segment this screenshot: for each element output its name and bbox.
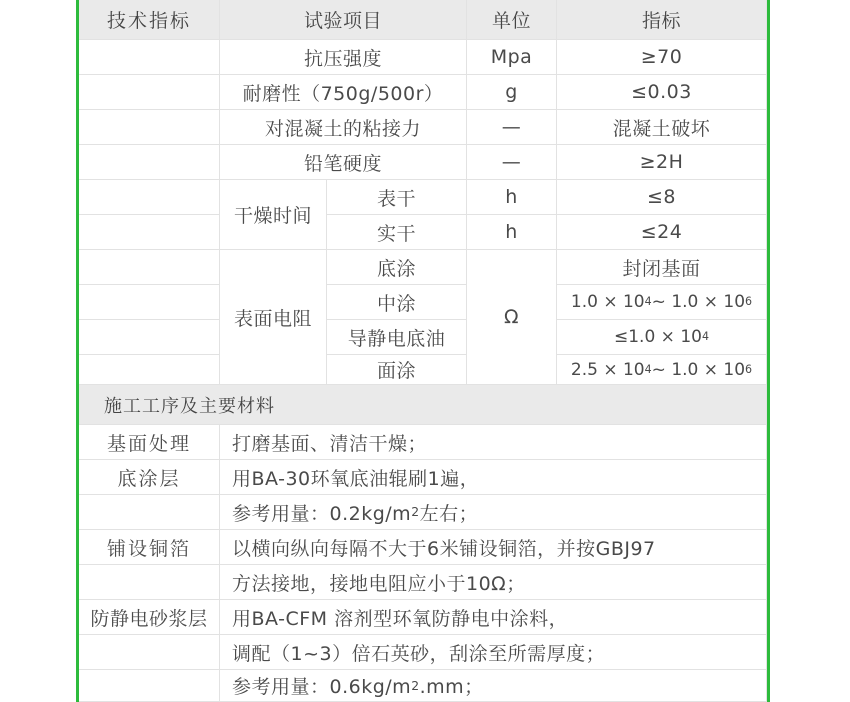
spacer-cell <box>79 495 220 530</box>
spacer-cell <box>79 145 220 180</box>
value-surface-dry: ≤8 <box>557 180 767 215</box>
value-hard-dry: ≤24 <box>557 215 767 250</box>
spacer-cell <box>79 250 220 285</box>
spacer-cell <box>79 180 220 215</box>
value-res-conductive-primer: ≤1.0 × 10 4 <box>557 320 767 355</box>
process-primer-line1: 用BA-30环氧底油辊刷1遍， <box>220 460 767 495</box>
spacer-cell <box>79 110 220 145</box>
spacer-cell <box>79 40 220 75</box>
value-res-primer: 封闭基面 <box>557 250 767 285</box>
spacer-cell <box>79 215 220 250</box>
process-section-title: 施工工序及主要材料 <box>79 385 767 425</box>
spacer-cell <box>79 670 220 702</box>
spacer-cell <box>79 320 220 355</box>
process-copper-line1: 以横向纵向每隔不大于6米铺设铜箔，并按GBJ97 <box>220 530 767 565</box>
unit-abrasion: g <box>467 75 557 110</box>
process-primer-label: 底涂层 <box>79 460 220 495</box>
item-surface-dry: 表干 <box>327 180 467 215</box>
item-hard-dry: 实干 <box>327 215 467 250</box>
process-mortar-line3: 参考用量：0.6kg/m 2 .mm； <box>220 670 767 702</box>
item-hardness: 铅笔硬度 <box>220 145 467 180</box>
spacer-cell <box>79 75 220 110</box>
unit-surface-dry: h <box>467 180 557 215</box>
spec-sheet <box>79 0 767 702</box>
value-compressive: ≥70 <box>557 40 767 75</box>
header-index: 指标 <box>557 0 767 40</box>
unit-compressive: Mpa <box>467 40 557 75</box>
unit-hardness: — <box>467 145 557 180</box>
item-compressive: 抗压强度 <box>220 40 467 75</box>
item-res-primer: 底涂 <box>327 250 467 285</box>
content-frame <box>76 0 770 702</box>
value-hardness: ≥2H <box>557 145 767 180</box>
value-res-top: 2.5 × 10 4 ~ 1.0 × 10 6 <box>557 355 767 385</box>
item-adhesion: 对混凝土的粘接力 <box>220 110 467 145</box>
process-copper-label: 铺设铜箔 <box>79 530 220 565</box>
process-base-text: 打磨基面、清洁干燥； <box>220 425 767 460</box>
unit-resistance: Ω <box>467 250 557 385</box>
value-res-middle: 1.0 × 10 4 ~ 1.0 × 10 6 <box>557 285 767 320</box>
spacer-cell <box>79 565 220 600</box>
spacer-cell <box>79 355 220 385</box>
unit-hard-dry: h <box>467 215 557 250</box>
header-tech-index: 技术指标 <box>79 0 220 40</box>
process-mortar-label: 防静电砂浆层 <box>79 600 220 635</box>
spacer-cell <box>79 635 220 670</box>
unit-adhesion: — <box>467 110 557 145</box>
process-copper-line2: 方法接地，接地电阻应小于10Ω； <box>220 565 767 600</box>
value-abrasion: ≤0.03 <box>557 75 767 110</box>
item-abrasion: 耐磨性（750g/500r） <box>220 75 467 110</box>
item-res-middle: 中涂 <box>327 285 467 320</box>
surface-resistance-label: 表面电阻 <box>220 250 327 385</box>
header-test-item: 试验项目 <box>220 0 467 40</box>
process-base-label: 基面处理 <box>79 425 220 460</box>
process-primer-line2: 参考用量：0.2kg/m 2 左右； <box>220 495 767 530</box>
process-mortar-line1: 用BA-CFM 溶剂型环氧防静电中涂料， <box>220 600 767 635</box>
header-unit: 单位 <box>467 0 557 40</box>
spacer-cell <box>79 285 220 320</box>
process-mortar-line2: 调配（1~3）倍石英砂，刮涂至所需厚度； <box>220 635 767 670</box>
value-adhesion: 混凝土破坏 <box>557 110 767 145</box>
drying-time-label: 干燥时间 <box>220 180 327 250</box>
item-res-top: 面涂 <box>327 355 467 385</box>
item-res-conductive-primer: 导静电底油 <box>327 320 467 355</box>
